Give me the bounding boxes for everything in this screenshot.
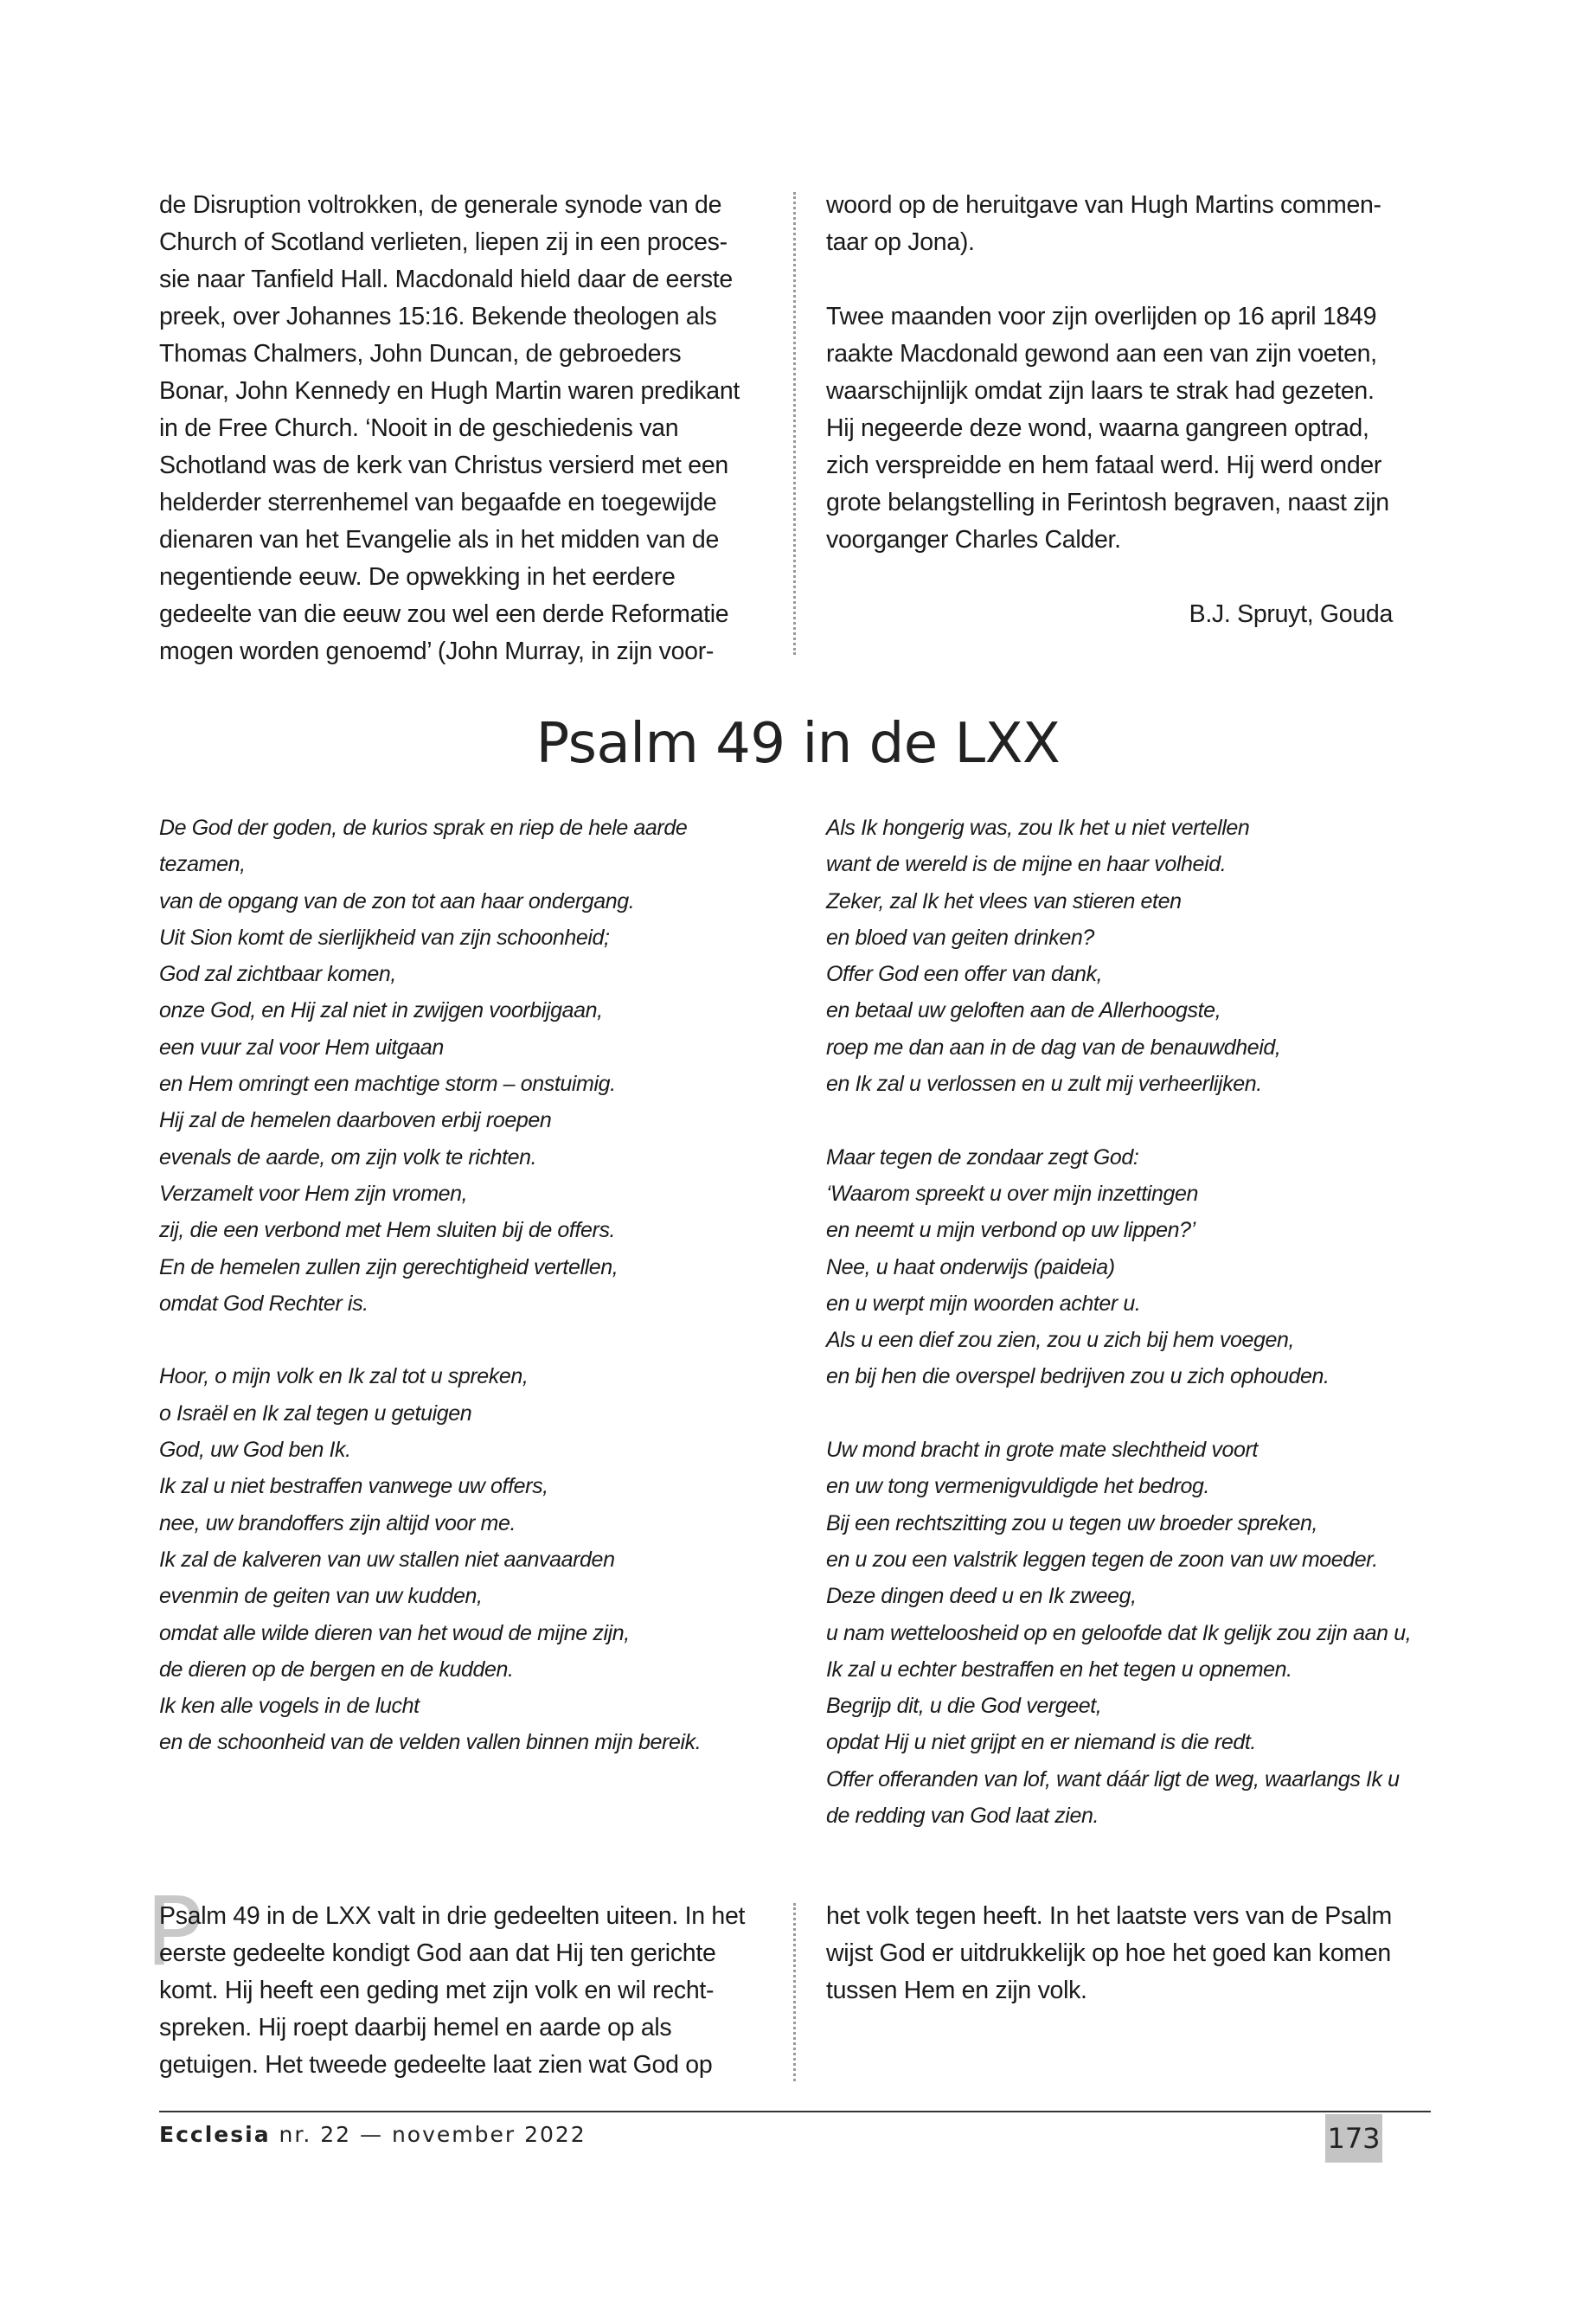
text-line: woord op de heruitgave van Hugh Martins commen-	[826, 191, 1381, 219]
text-line: roep me dan aan in de dag van de benauwdheid,	[826, 1035, 1281, 1060]
text-line: gedeelte van die eeuw zou wel een derde Reformatie	[159, 600, 729, 628]
text-line: Ik ken alle vogels in de lucht	[159, 1694, 420, 1719]
text-line: taar op Jona).	[826, 228, 975, 256]
stanza	[159, 1358, 782, 1760]
stanza	[826, 1432, 1432, 1834]
text-line: o Israël en Ik zal tegen u getuigen	[159, 1400, 472, 1426]
text-line: en de schoonheid van de velden vallen binnen mijn bereik.	[159, 1730, 702, 1755]
text-line: en neemt u mijn verbond op uw lippen?’	[826, 1218, 1195, 1243]
article-title: Psalm 49 in de LXX	[535, 712, 1061, 776]
paragraph	[826, 187, 1432, 261]
text-line: nee, uw brandoffers zijn altijd voor me.	[159, 1510, 516, 1535]
text-line: eerste gedeelte kondigt God aan dat Hij ten gerichte	[159, 1939, 716, 1967]
text-line: opdat Hij u niet grijpt en er niemand is die redt.	[826, 1730, 1256, 1755]
text-line: Schotland was de kerk van Christus versierd met een	[159, 452, 728, 479]
column-divider	[793, 192, 796, 655]
stanza	[826, 1139, 1432, 1395]
poem-left-column	[159, 810, 782, 1761]
drop-cap: P	[145, 1876, 203, 1987]
footer-publication	[159, 2118, 586, 2152]
poem-right-column	[826, 810, 1432, 1834]
text-line: en bij hen die overspel bedrijven zou u zich ophouden.	[826, 1364, 1330, 1389]
text-line: Maar tegen de zondaar zegt God:	[826, 1144, 1139, 1170]
text-line: en uw tong vermenigvuldigde het bedrog.	[826, 1474, 1210, 1499]
text-line: de redding van God laat zien.	[826, 1804, 1099, 1829]
text-line: Hij zal de hemelen daarboven erbij roepen	[159, 1108, 552, 1133]
text-line: en betaal uw geloften aan de Allerhoogste,	[826, 998, 1221, 1023]
top-right-column	[826, 187, 1432, 633]
text-line: Offer God een offer van dank,	[826, 962, 1103, 987]
text-line: Church of Scotland verlieten, liepen zij in een proces-	[159, 228, 727, 256]
text-line: en u werpt mijn woorden achter u.	[826, 1291, 1141, 1316]
text-line: Ik zal de kalveren van uw stallen niet aanvaarden	[159, 1547, 615, 1572]
text-line: en bloed van geiten drinken?	[826, 925, 1094, 950]
text-line: Psalm 49 in de LXX valt in drie gedeelten uiteen. In het	[159, 1902, 746, 1930]
text-line: Bonar, John Kennedy en Hugh Martin waren predikant	[159, 377, 740, 405]
page-number: 173	[1327, 2122, 1381, 2155]
publication-name: Ecclesia	[159, 2122, 271, 2147]
text-line: Hoor, o mijn volk en Ik zal tot u spreken,	[159, 1364, 529, 1389]
text-line: evenmin de geiten van uw kudden,	[159, 1584, 483, 1609]
text-line: Als u een dief zou zien, zou u zich bij hem voegen,	[826, 1328, 1295, 1353]
text-line: van de opgang van de zon tot aan haar ondergang.	[159, 888, 635, 913]
issue-info: nr. 22 — november 2022	[279, 2122, 586, 2147]
text-line: u nam wetteloosheid op en geloofde dat Ik gelijk zou zijn aan u,	[826, 1620, 1412, 1645]
paragraph	[826, 298, 1432, 559]
footer-rule	[159, 2111, 1431, 2112]
text-line: raakte Macdonald gewond aan een van zijn voeten,	[826, 340, 1377, 368]
text-line: Twee maanden voor zijn overlijden op 16 april 1849	[826, 303, 1377, 330]
text-line: in de Free Church. ‘Nooit in de geschiedenis van	[159, 414, 679, 442]
text-line: Bij een rechtszitting zou u tegen uw broeder spreken,	[826, 1510, 1318, 1535]
text-line: want de wereld is de mijne en haar volheid.	[826, 852, 1227, 877]
text-line: Zeker, zal Ik het vlees van stieren eten	[826, 888, 1182, 913]
text-line: Uit Sion komt de sierlijkheid van zijn schoonheid;	[159, 925, 610, 950]
page-number-box	[1325, 2114, 1382, 2163]
text-line: omdat God Rechter is.	[159, 1291, 369, 1316]
text-line: de dieren op de bergen en de kudden.	[159, 1657, 514, 1682]
stanza	[826, 810, 1432, 1102]
text-line: komt. Hij heeft een geding met zijn volk en wil recht-	[159, 1977, 715, 2004]
paragraph	[826, 1898, 1432, 2009]
text-line: Uw mond bracht in grote mate slechtheid voort	[826, 1438, 1258, 1463]
column-divider	[793, 1903, 796, 2081]
text-line: waarschijnlijk omdat zijn laars te strak had gezeten.	[826, 377, 1375, 405]
stanza	[159, 810, 782, 1322]
text-line: sie naar Tanfield Hall. Macdonald hield daar de eerste	[159, 266, 733, 293]
text-line: een vuur zal voor Hem uitgaan	[159, 1035, 444, 1060]
text-line: onze God, en Hij zal niet in zwijgen voorbijgaan,	[159, 998, 603, 1023]
text-line: De God der goden, de kurios sprak en riep de hele aarde	[159, 816, 688, 840]
text-line: Ik zal u niet bestraffen vanwege uw offers,	[159, 1474, 548, 1499]
text-line: en Ik zal u verlossen en u zult mij verheerlijken.	[826, 1072, 1262, 1097]
text-line: Deze dingen deed u en Ik zweeg,	[826, 1584, 1137, 1609]
text-line: de Disruption voltrokken, de generale synode van de	[159, 191, 722, 219]
text-line: en u zou een valstrik leggen tegen de zoon van uw moeder.	[826, 1547, 1378, 1572]
text-line: negentiende eeuw. De opwekking in het eerdere	[159, 563, 676, 591]
text-line: B.J. Spruyt, Gouda	[1189, 600, 1393, 628]
text-line: zich verspreidde en hem fataal werd. Hij werd onder	[826, 452, 1382, 479]
text-line: tezamen,	[159, 852, 246, 877]
author-signature	[826, 596, 1432, 633]
text-line: Thomas Chalmers, John Duncan, de gebroeders	[159, 340, 682, 368]
text-line: God zal zichtbaar komen,	[159, 962, 396, 987]
text-line: Verzamelt voor Hem zijn vromen,	[159, 1181, 468, 1206]
text-line: God, uw God ben Ik.	[159, 1438, 351, 1463]
text-line: preek, over Johannes 15:16. Bekende theologen als	[159, 303, 717, 330]
text-line: Ik zal u echter bestraffen en het tegen u opnemen.	[826, 1657, 1292, 1682]
text-line: En de hemelen zullen zijn gerechtigheid vertellen,	[159, 1254, 619, 1279]
text-line: dienaren van het Evangelie als in het midden van de	[159, 526, 719, 554]
intro-right-column	[826, 1898, 1432, 2009]
paragraph	[159, 1898, 765, 2084]
text-line: zij, die een verbond met Hem sluiten bij de offers.	[159, 1218, 616, 1243]
text-line: omdat alle wilde dieren van het woud de mijne zijn,	[159, 1620, 630, 1645]
text-line: ‘Waarom spreekt u over mijn inzettingen	[826, 1181, 1198, 1206]
text-line: getuigen. Het tweede gedeelte laat zien wat God op	[159, 2051, 713, 2079]
text-line: het volk tegen heeft. In het laatste vers van de Psalm	[826, 1902, 1392, 1930]
text-line: Begrijp dit, u die God vergeet,	[826, 1694, 1102, 1719]
text-line: helderder sterrenhemel van begaafde en toegewijde	[159, 489, 717, 516]
text-line: Nee, u haat onderwijs (paideia)	[826, 1254, 1115, 1279]
text-line: mogen worden genoemd’ (John Murray, in zijn voor-	[159, 638, 715, 665]
text-line: evenals de aarde, om zijn volk te richten.	[159, 1144, 537, 1170]
text-line: voorganger Charles Calder.	[826, 526, 1121, 554]
top-left-column	[159, 187, 756, 670]
paragraph	[159, 187, 756, 670]
intro-left-column	[159, 1898, 765, 2084]
text-line: tussen Hem en zijn volk.	[826, 1977, 1087, 2004]
text-line: en Hem omringt een machtige storm – onstuimig.	[159, 1072, 616, 1097]
text-line: Offer offeranden van lof, want dáár ligt de weg, waarlangs Ik u	[826, 1766, 1400, 1791]
text-line: Als Ik hongerig was, zou Ik het u niet vertellen	[826, 816, 1250, 840]
text-line: wijst God er uitdrukkelijk op hoe het goed kan komen	[826, 1939, 1391, 1967]
text-line: spreken. Hij roept daarbij hemel en aarde op als	[159, 2014, 672, 2041]
text-line: Hij negeerde deze wond, waarna gangreen optrad,	[826, 414, 1369, 442]
text-line: grote belangstelling in Ferintosh begraven, naast zijn	[826, 489, 1389, 516]
